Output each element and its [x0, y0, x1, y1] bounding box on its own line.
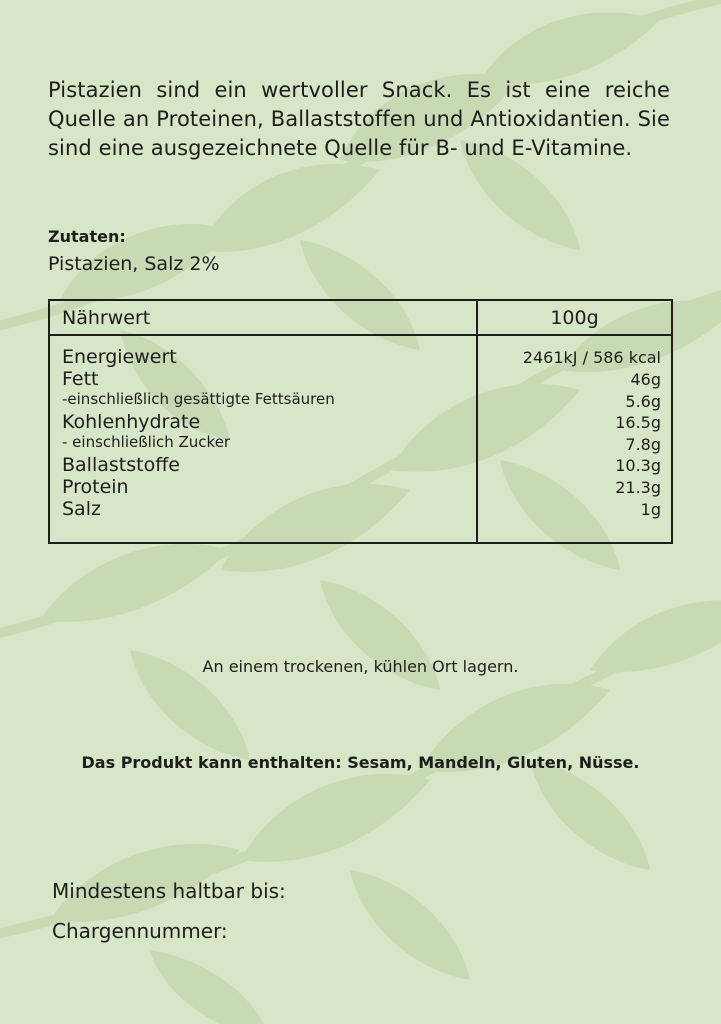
- nutrient-value: 2461kJ / 586 kcal: [522, 348, 661, 367]
- allergen-notice: Das Produkt kann enthalten: Sesam, Mandeln, Gluten, Nüsse.: [81, 753, 640, 772]
- nutrient-value: 1g: [640, 500, 661, 519]
- nutrient-value: 7.8g: [625, 435, 661, 454]
- nutrient-name: Salz: [62, 498, 101, 520]
- ingredients-text: Pistazien, Salz 2%: [48, 253, 220, 275]
- nutrient-value: 21.3g: [615, 478, 661, 497]
- nutrient-name: Fett: [62, 368, 99, 390]
- nutrition-rows: [50, 345, 671, 519]
- nutrient-value: 5.6g: [625, 392, 661, 411]
- table-header-divider: [50, 334, 671, 336]
- nutrition-row-sugar: [50, 432, 671, 453]
- nutrition-row-salt: [50, 497, 671, 519]
- nutrition-row-energy: [50, 345, 671, 367]
- product-description: Pistazien sind ein wertvoller Snack. Es ist eine reiche Quelle an Proteinen, Ballaststoffen und Antioxidantien. Sie sind eine ausgezeichnete Quelle für B- und E-Vitamine.: [48, 78, 670, 160]
- ingredients-heading: Zutaten:: [48, 227, 126, 246]
- best-before-label: Mindestens haltbar bis:: [52, 879, 286, 903]
- nutrient-value: 10.3g: [615, 456, 661, 475]
- nutrient-name: Energiewert: [62, 346, 177, 368]
- nutrient-name: Protein: [62, 476, 129, 498]
- nutrition-table: [48, 299, 673, 544]
- nutrient-name: Kohlenhydrate: [62, 411, 201, 433]
- nutrient-name: - einschließlich Zucker: [62, 433, 231, 451]
- nutrition-header-label: Nährwert: [62, 307, 151, 329]
- nutrition-row-fat: [50, 367, 671, 389]
- nutrition-row-saturated-fat: [50, 389, 671, 410]
- nutrient-name: -einschließlich gesättigte Fettsäuren: [62, 390, 335, 408]
- batch-number-label: Chargennummer:: [52, 919, 228, 943]
- storage-instructions: An einem trockenen, kühlen Ort lagern.: [202, 657, 519, 676]
- nutrition-header-value: 100g: [550, 307, 599, 329]
- nutrient-value: 46g: [630, 370, 661, 389]
- nutrient-value: 16.5g: [615, 413, 661, 432]
- nutrition-row-protein: [50, 475, 671, 497]
- nutrition-row-fiber: [50, 453, 671, 475]
- nutrition-row-carbohydrates: [50, 410, 671, 432]
- nutrient-name: Ballaststoffe: [62, 454, 180, 476]
